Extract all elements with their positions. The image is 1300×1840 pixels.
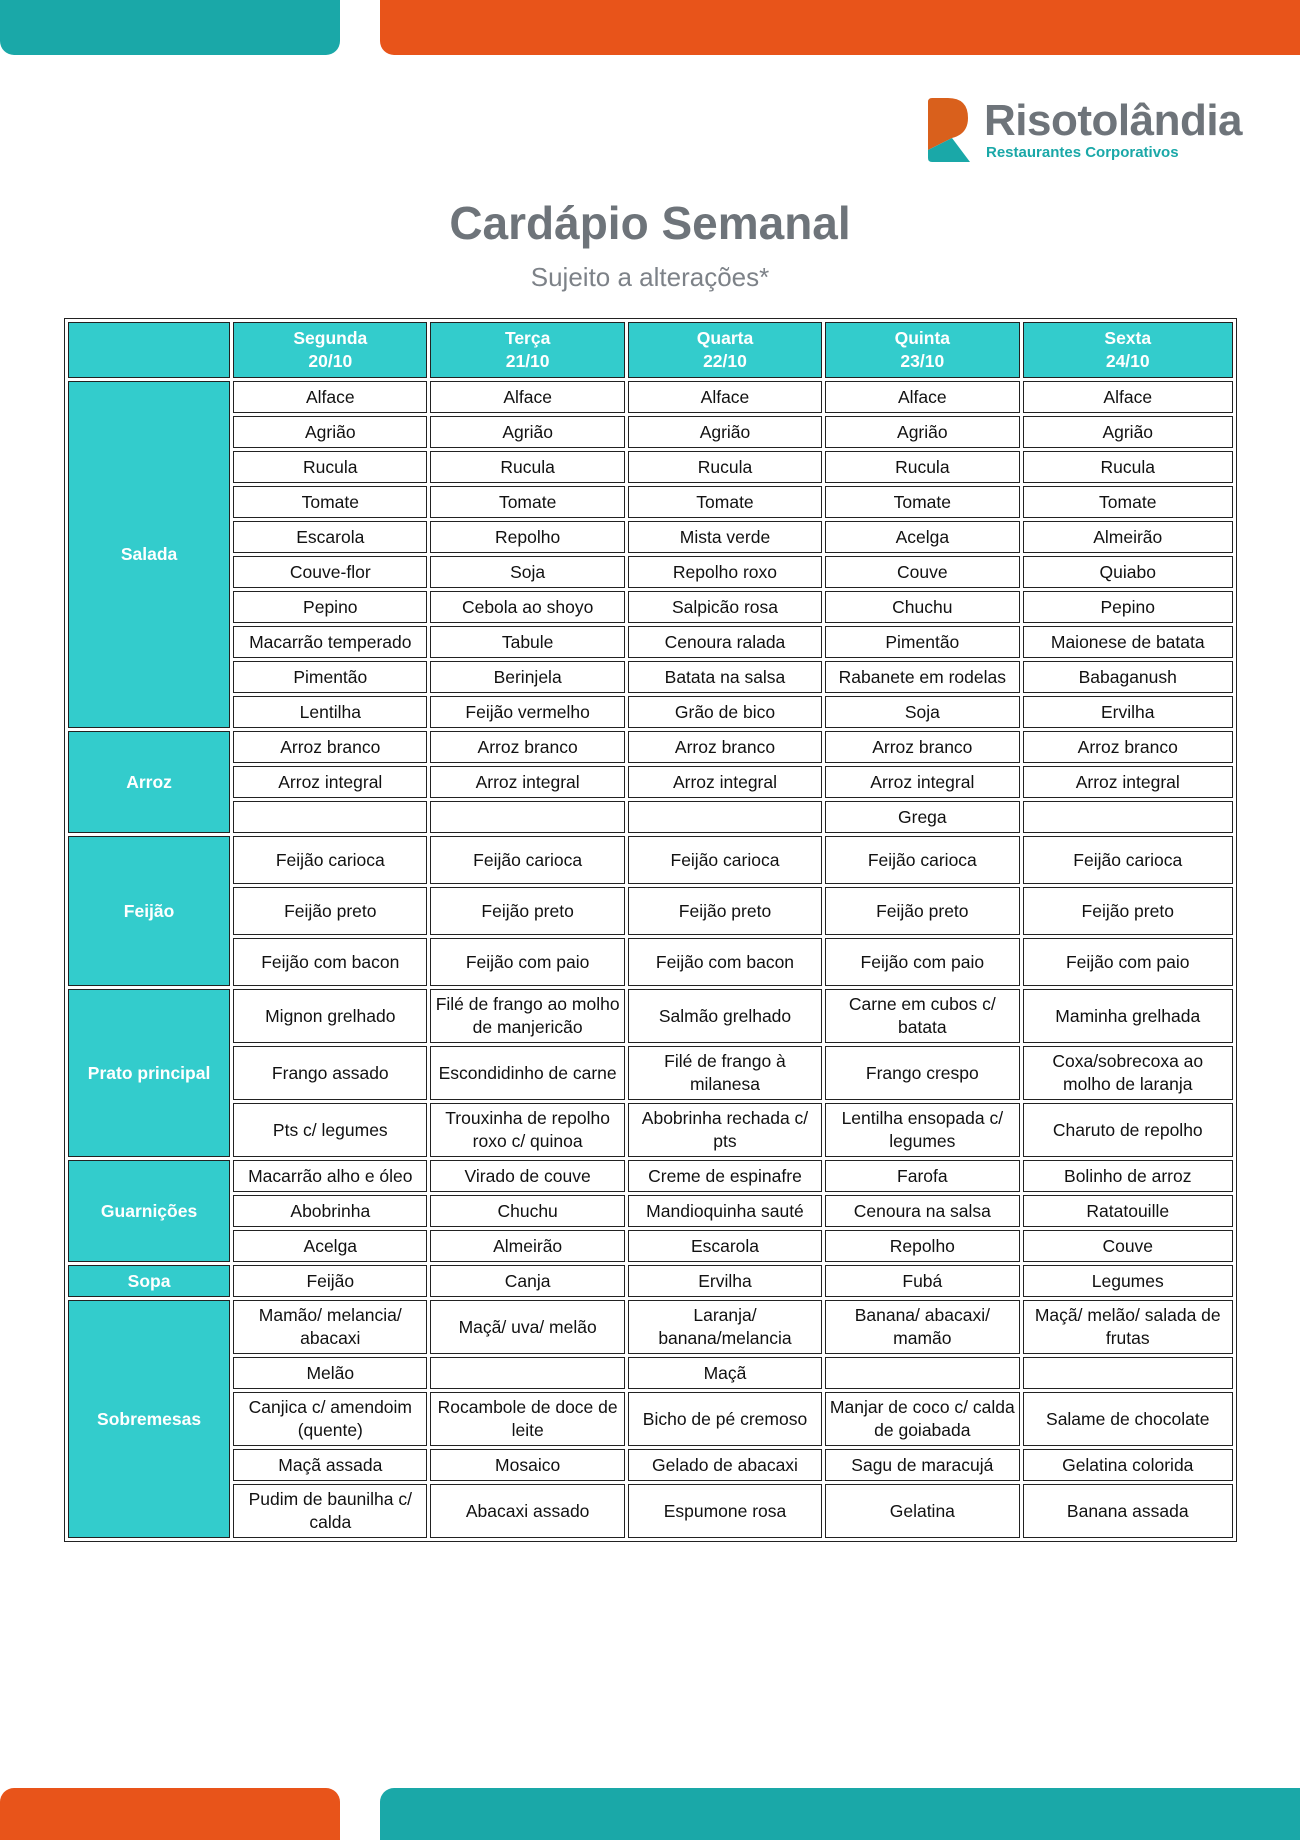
menu-cell [1023, 1357, 1234, 1389]
menu-cell: Feijão preto [233, 887, 427, 935]
menu-cell: Abobrinha [233, 1195, 427, 1227]
menu-cell: Charuto de repolho [1023, 1103, 1234, 1157]
table-row [68, 1265, 1233, 1297]
table-row [68, 938, 1233, 986]
menu-cell: Quiabo [1023, 556, 1234, 588]
menu-cell: Maminha grelhada [1023, 989, 1234, 1043]
header-row [68, 322, 1233, 378]
day-header [1023, 322, 1234, 378]
menu-cell: Grão de bico [628, 696, 822, 728]
table-row [68, 1392, 1233, 1446]
logo-mark-icon [926, 98, 970, 162]
menu-cell [1023, 801, 1234, 833]
category-cell: Sobremesas [68, 1300, 230, 1538]
menu-cell: Feijão vermelho [430, 696, 624, 728]
menu-cell: Cenoura ralada [628, 626, 822, 658]
menu-cell: Arroz integral [1023, 766, 1234, 798]
menu-cell [430, 1357, 624, 1389]
table-row [68, 836, 1233, 884]
menu-cell: Feijão carioca [430, 836, 624, 884]
menu-cell: Alface [825, 381, 1019, 413]
menu-cell: Filé de frango à milanesa [628, 1046, 822, 1100]
menu-cell: Babaganush [1023, 661, 1234, 693]
menu-cell: Alface [233, 381, 427, 413]
menu-cell: Arroz branco [825, 731, 1019, 763]
menu-cell: Arroz branco [233, 731, 427, 763]
menu-cell: Arroz branco [1023, 731, 1234, 763]
menu-cell: Almeirão [430, 1230, 624, 1262]
day-header [233, 322, 427, 378]
table-row [68, 1046, 1233, 1100]
menu-cell: Maionese de batata [1023, 626, 1234, 658]
menu-cell: Feijão com paio [1023, 938, 1234, 986]
menu-cell: Carne em cubos c/ batata [825, 989, 1019, 1043]
menu-cell: Mandioquinha sauté [628, 1195, 822, 1227]
menu-cell: Frango crespo [825, 1046, 1019, 1100]
category-cell: Feijão [68, 836, 230, 986]
menu-cell: Agrião [233, 416, 427, 448]
table-row [68, 766, 1233, 798]
menu-cell: Agrião [430, 416, 624, 448]
menu-cell: Repolho [825, 1230, 1019, 1262]
menu-cell: Tabule [430, 626, 624, 658]
menu-cell: Couve [1023, 1230, 1234, 1262]
top-right-band [380, 0, 1300, 55]
menu-cell: Chuchu [825, 591, 1019, 623]
menu-cell: Rucula [430, 451, 624, 483]
page-subtitle: Sujeito a alterações* [530, 262, 770, 292]
menu-cell: Feijão carioca [628, 836, 822, 884]
menu-cell: Feijão [233, 1265, 427, 1297]
menu-cell: Feijão preto [1023, 887, 1234, 935]
brand-tagline: Restaurantes Corporativos [986, 144, 1179, 161]
menu-cell: Bicho de pé cremoso [628, 1392, 822, 1446]
menu-cell: Cebola ao shoyo [430, 591, 624, 623]
menu-cell: Soja [825, 696, 1019, 728]
day-header [430, 322, 624, 378]
menu-cell: Repolho [430, 521, 624, 553]
menu-cell: Tomate [430, 486, 624, 518]
menu-cell: Feijão carioca [233, 836, 427, 884]
menu-cell: Bolinho de arroz [1023, 1160, 1234, 1192]
menu-cell: Batata na salsa [628, 661, 822, 693]
menu-cell: Maçã/ melão/ salada de frutas [1023, 1300, 1234, 1354]
table-row [68, 1357, 1233, 1389]
menu-cell: Rabanete em rodelas [825, 661, 1019, 693]
table-row [68, 451, 1233, 483]
day-name: Terça [504, 328, 551, 348]
menu-cell: Acelga [825, 521, 1019, 553]
menu-cell: Mignon grelhado [233, 989, 427, 1043]
bottom-right-band [380, 1788, 1300, 1840]
day-date: 23/10 [900, 351, 945, 371]
menu-cell: Alface [430, 381, 624, 413]
menu-cell: Salame de chocolate [1023, 1392, 1234, 1446]
table-row [68, 1160, 1233, 1192]
menu-cell: Filé de frango ao molho de manjericão [430, 989, 624, 1043]
table-row [68, 381, 1233, 413]
table-row [68, 1300, 1233, 1354]
menu-cell: Banana/ abacaxi/ mamão [825, 1300, 1019, 1354]
menu-cell: Gelatina colorida [1023, 1449, 1234, 1481]
menu-cell: Grega [825, 801, 1019, 833]
menu-cell: Melão [233, 1357, 427, 1389]
menu-cell: Frango assado [233, 1046, 427, 1100]
menu-cell: Coxa/sobrecoxa ao molho de laranja [1023, 1046, 1234, 1100]
category-cell: Guarnições [68, 1160, 230, 1262]
menu-cell: Mista verde [628, 521, 822, 553]
menu-cell: Tomate [1023, 486, 1234, 518]
menu-cell: Farofa [825, 1160, 1019, 1192]
menu-cell: Pepino [1023, 591, 1234, 623]
menu-cell: Feijão carioca [825, 836, 1019, 884]
menu-cell: Gelatina [825, 1484, 1019, 1538]
menu-cell: Feijão com paio [430, 938, 624, 986]
menu-cell: Almeirão [1023, 521, 1234, 553]
table-row [68, 416, 1233, 448]
menu-cell: Gelado de abacaxi [628, 1449, 822, 1481]
day-date: 24/10 [1105, 351, 1150, 371]
day-date: 20/10 [308, 351, 353, 371]
menu-cell [628, 801, 822, 833]
menu-cell: Agrião [1023, 416, 1234, 448]
menu-cell: Fubá [825, 1265, 1019, 1297]
day-name: Quinta [894, 328, 951, 348]
menu-cell: Canja [430, 1265, 624, 1297]
menu-cell: Macarrão alho e óleo [233, 1160, 427, 1192]
menu-cell: Mosaico [430, 1449, 624, 1481]
day-name: Sexta [1104, 328, 1152, 348]
menu-cell: Lentilha ensopada c/ legumes [825, 1103, 1019, 1157]
menu-cell: Chuchu [430, 1195, 624, 1227]
table-row [68, 696, 1233, 728]
menu-cell: Mamão/ melancia/ abacaxi [233, 1300, 427, 1354]
day-date: 22/10 [703, 351, 747, 371]
day-name: Segunda [293, 328, 368, 348]
menu-cell: Arroz branco [628, 731, 822, 763]
menu-cell: Feijão com bacon [628, 938, 822, 986]
menu-cell: Manjar de coco c/ calda de goiabada [825, 1392, 1019, 1446]
menu-cell: Trouxinha de repolho roxo c/ quinoa [430, 1103, 624, 1157]
weekly-menu-table [64, 318, 1237, 1542]
category-cell: Arroz [68, 731, 230, 833]
table-row [68, 486, 1233, 518]
menu-cell: Legumes [1023, 1265, 1234, 1297]
table-row [68, 1195, 1233, 1227]
menu-cell: Salmão grelhado [628, 989, 822, 1043]
menu-cell: Pepino [233, 591, 427, 623]
day-name: Quarta [696, 328, 754, 348]
menu-cell: Sagu de maracujá [825, 1449, 1019, 1481]
menu-cell: Arroz integral [233, 766, 427, 798]
menu-cell: Agrião [825, 416, 1019, 448]
menu-cell: Feijão com paio [825, 938, 1019, 986]
menu-cell: Macarrão temperado [233, 626, 427, 658]
menu-cell: Arroz integral [825, 766, 1019, 798]
menu-cell: Lentilha [233, 696, 427, 728]
menu-cell: Alface [1023, 381, 1234, 413]
menu-cell: Canjica c/ amendoim (quente) [233, 1392, 427, 1446]
table-row [68, 887, 1233, 935]
menu-cell: Maçã/ uva/ melão [430, 1300, 624, 1354]
menu-cell: Rucula [628, 451, 822, 483]
menu-cell: Acelga [233, 1230, 427, 1262]
menu-cell: Feijão carioca [1023, 836, 1234, 884]
menu-cell: Maçã [628, 1357, 822, 1389]
menu-cell: Feijão preto [825, 887, 1019, 935]
table-row [68, 1484, 1233, 1538]
menu-cell: Espumone rosa [628, 1484, 822, 1538]
menu-cell: Repolho roxo [628, 556, 822, 588]
day-date: 21/10 [505, 351, 550, 371]
menu-cell: Feijão preto [628, 887, 822, 935]
menu-cell: Banana assada [1023, 1484, 1234, 1538]
day-header [628, 322, 822, 378]
menu-body [68, 381, 1233, 1538]
menu-cell: Couve-flor [233, 556, 427, 588]
menu-cell: Ervilha [628, 1265, 822, 1297]
menu-cell: Couve [825, 556, 1019, 588]
menu-cell [825, 1357, 1019, 1389]
menu-cell [233, 801, 427, 833]
menu-cell: Soja [430, 556, 624, 588]
menu-cell: Berinjela [430, 661, 624, 693]
table-row [68, 801, 1233, 833]
menu-cell: Escarola [628, 1230, 822, 1262]
menu-cell: Tomate [233, 486, 427, 518]
menu-cell [430, 801, 624, 833]
menu-cell: Arroz branco [430, 731, 624, 763]
brand-logo [926, 98, 1256, 168]
category-cell: Salada [68, 381, 230, 728]
brand-name: Risotolândia [984, 96, 1243, 145]
table-row [68, 1230, 1233, 1262]
category-cell: Prato principal [68, 989, 230, 1157]
table-row [68, 626, 1233, 658]
menu-cell: Virado de couve [430, 1160, 624, 1192]
table-row [68, 1449, 1233, 1481]
menu-cell: Tomate [628, 486, 822, 518]
table-row [68, 521, 1233, 553]
table-row [68, 661, 1233, 693]
menu-cell: Feijão preto [430, 887, 624, 935]
menu-cell: Abobrinha rechada c/ pts [628, 1103, 822, 1157]
menu-cell: Escarola [233, 521, 427, 553]
menu-cell: Arroz integral [430, 766, 624, 798]
table-row [68, 556, 1233, 588]
menu-cell: Maçã assada [233, 1449, 427, 1481]
menu-cell: Cenoura na salsa [825, 1195, 1019, 1227]
menu-cell: Ervilha [1023, 696, 1234, 728]
menu-cell: Alface [628, 381, 822, 413]
menu-cell: Rucula [825, 451, 1019, 483]
top-left-band [0, 0, 340, 55]
menu-cell: Tomate [825, 486, 1019, 518]
menu-cell: Pimentão [233, 661, 427, 693]
day-header [825, 322, 1019, 378]
bottom-left-band [0, 1788, 340, 1840]
table-row [68, 731, 1233, 763]
table-row [68, 1103, 1233, 1157]
menu-cell: Rocambole de doce de leite [430, 1392, 624, 1446]
menu-cell: Ratatouille [1023, 1195, 1234, 1227]
menu-cell: Pudim de baunilha c/ calda [233, 1484, 427, 1538]
menu-cell: Arroz integral [628, 766, 822, 798]
menu-cell: Feijão com bacon [233, 938, 427, 986]
menu-cell: Escondidinho de carne [430, 1046, 624, 1100]
menu-cell: Rucula [1023, 451, 1234, 483]
menu-cell: Pts c/ legumes [233, 1103, 427, 1157]
menu-cell: Abacaxi assado [430, 1484, 624, 1538]
page-title: Cardápio Semanal [449, 197, 851, 249]
corner-cell [68, 322, 230, 378]
menu-cell: Rucula [233, 451, 427, 483]
menu-cell: Salpicão rosa [628, 591, 822, 623]
menu-cell: Laranja/ banana/melancia [628, 1300, 822, 1354]
table-row [68, 989, 1233, 1043]
menu-cell: Pimentão [825, 626, 1019, 658]
table-row [68, 591, 1233, 623]
category-cell: Sopa [68, 1265, 230, 1297]
menu-cell: Creme de espinafre [628, 1160, 822, 1192]
menu-cell: Agrião [628, 416, 822, 448]
